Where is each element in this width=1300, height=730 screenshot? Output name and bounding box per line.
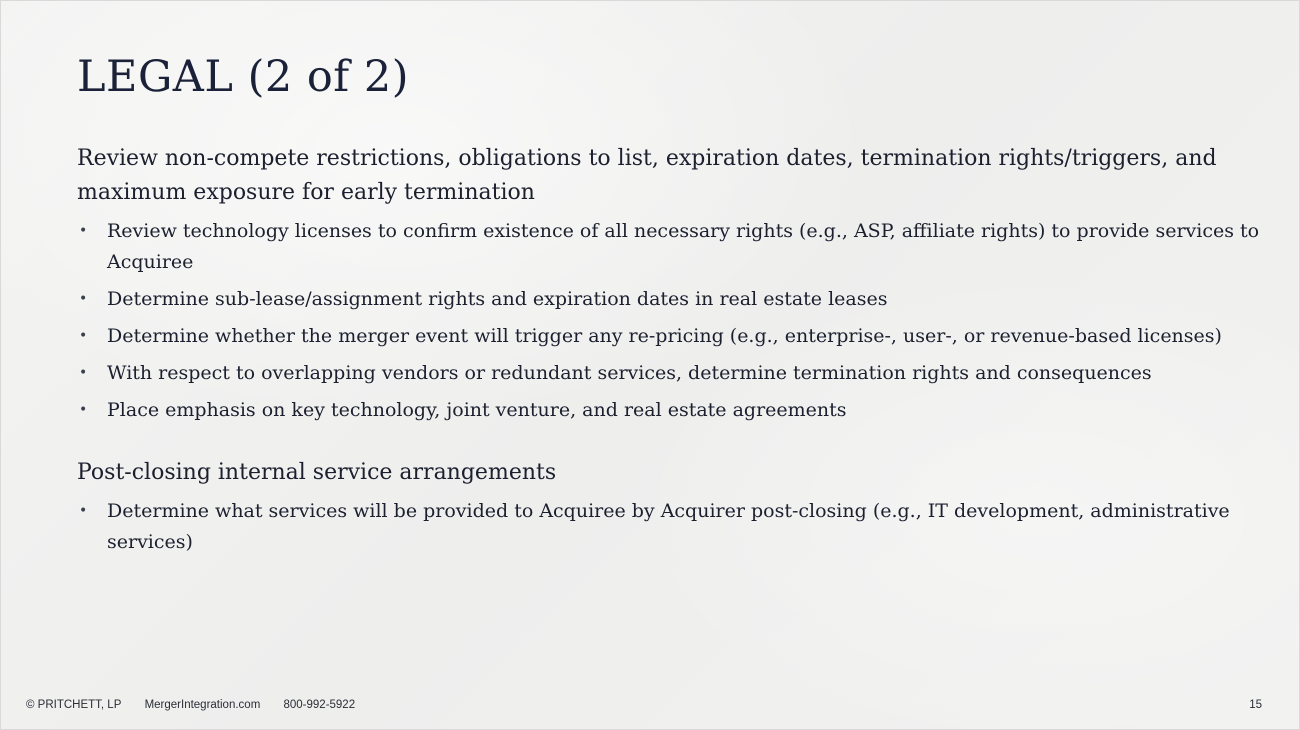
bullet-icon: • — [79, 402, 88, 418]
bullet-icon: • — [79, 223, 88, 239]
bullet-text: Determine whether the merger event will trigger any re-pricing (e.g., enterprise-, user-, or revenue-based licenses) — [107, 325, 1222, 347]
slide-content — [77, 142, 1277, 564]
footer-copyright: © PRITCHETT, LP — [26, 699, 122, 711]
bullet-icon: • — [79, 365, 88, 381]
bullet-text: Review technology licenses to confirm existence of all necessary rights (e.g., ASP, affiliate rights) to provide services to Acquiree — [107, 220, 1260, 273]
bullet-text: Place emphasis on key technology, joint venture, and real estate agreements — [107, 399, 847, 421]
bullet-item — [77, 216, 1277, 278]
bullet-list — [77, 216, 1277, 426]
bullet-text: Determine what services will be provided to Acquiree by Acquirer post-closing (e.g., IT development, administrative services) — [107, 500, 1230, 553]
bullet-icon: • — [79, 503, 88, 519]
footer-website: MergerIntegration.com — [144, 699, 261, 711]
section-heading: Review non-compete restrictions, obligations to list, expiration dates, termination rights/triggers, and maximum exposure for early termination — [77, 146, 1217, 205]
bullet-item — [77, 321, 1277, 352]
bullet-item — [77, 395, 1277, 426]
section-heading: Post-closing internal service arrangements — [77, 460, 557, 485]
bullet-text: With respect to overlapping vendors or redundant services, determine termination rights and consequences — [107, 362, 1152, 384]
bullet-icon: • — [79, 328, 88, 344]
footer-phone: 800-992-5922 — [283, 699, 356, 711]
bullet-text: Determine sub-lease/assignment rights and expiration dates in real estate leases — [107, 288, 888, 310]
bullet-list — [77, 496, 1277, 558]
slide-title: LEGAL (2 of 2) — [77, 52, 409, 102]
footer — [26, 699, 375, 711]
bullet-icon: • — [79, 291, 88, 307]
bullet-item — [77, 358, 1277, 389]
page-number: 15 — [1249, 699, 1262, 711]
bullet-item — [77, 496, 1277, 558]
bullet-item — [77, 284, 1277, 315]
